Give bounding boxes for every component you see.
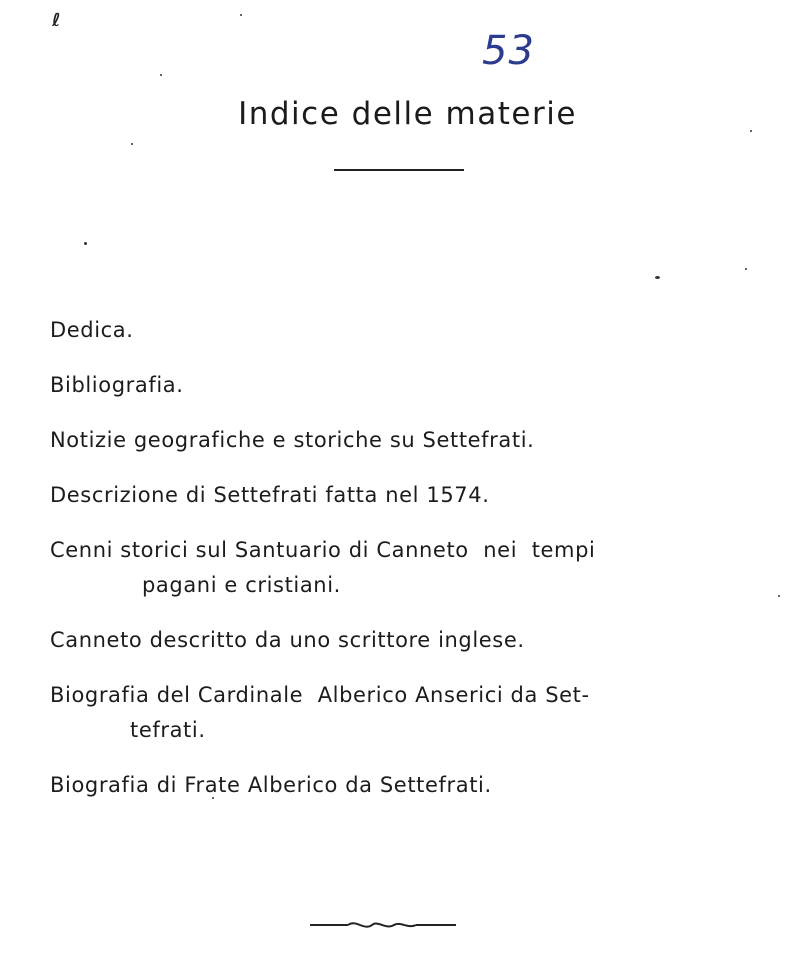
toc-entry-notizie <box>50 423 755 458</box>
print-speck <box>750 130 752 132</box>
toc-entry-continuation: tefrati. <box>130 718 206 742</box>
toc-entry-dedica <box>50 313 755 348</box>
toc-entry-text: Canneto descritto da uno scrittore inglese. <box>50 628 525 652</box>
handwritten-page-number: 53 <box>482 28 535 74</box>
toc-entry-text: Cenni storici sul Santuario di Canneto nei tempi <box>50 538 596 562</box>
corner-mark: ℓ <box>52 10 61 31</box>
table-of-contents <box>50 313 755 823</box>
print-speck <box>160 74 162 76</box>
toc-entry-continuation: pagani e cristiani. <box>142 573 341 597</box>
toc-entry-text: Notizie geografiche e storiche su Settefrati. <box>50 428 535 452</box>
toc-entry-text: Descrizione di Settefrati fatta nel 1574. <box>50 483 490 507</box>
toc-entry-bibliografia <box>50 368 755 403</box>
print-speck <box>240 14 242 16</box>
toc-entry-text: Biografia di Frate Alberico da Settefrati. <box>50 773 492 797</box>
toc-entry-cenni-storici <box>50 533 755 603</box>
print-speck <box>655 276 660 279</box>
title-underline-rule <box>334 169 464 171</box>
toc-entry-text: Dedica. <box>50 318 134 342</box>
print-speck <box>84 242 87 245</box>
print-speck <box>131 143 133 145</box>
toc-entry-text: Biografia del Cardinale Alberico Anserici da Set- <box>50 683 590 707</box>
toc-entry-canneto <box>50 623 755 658</box>
print-speck <box>745 268 747 270</box>
toc-entry-biografia-cardinale <box>50 678 755 748</box>
toc-entry-biografia-frate <box>50 768 755 803</box>
toc-entry-descrizione <box>50 478 755 513</box>
toc-entry-text: Bibliografia. <box>50 373 184 397</box>
print-speck <box>778 595 780 597</box>
page-title: Indice delle materie <box>238 96 577 132</box>
bottom-ornament-rule <box>308 915 458 935</box>
print-speck <box>212 797 214 799</box>
